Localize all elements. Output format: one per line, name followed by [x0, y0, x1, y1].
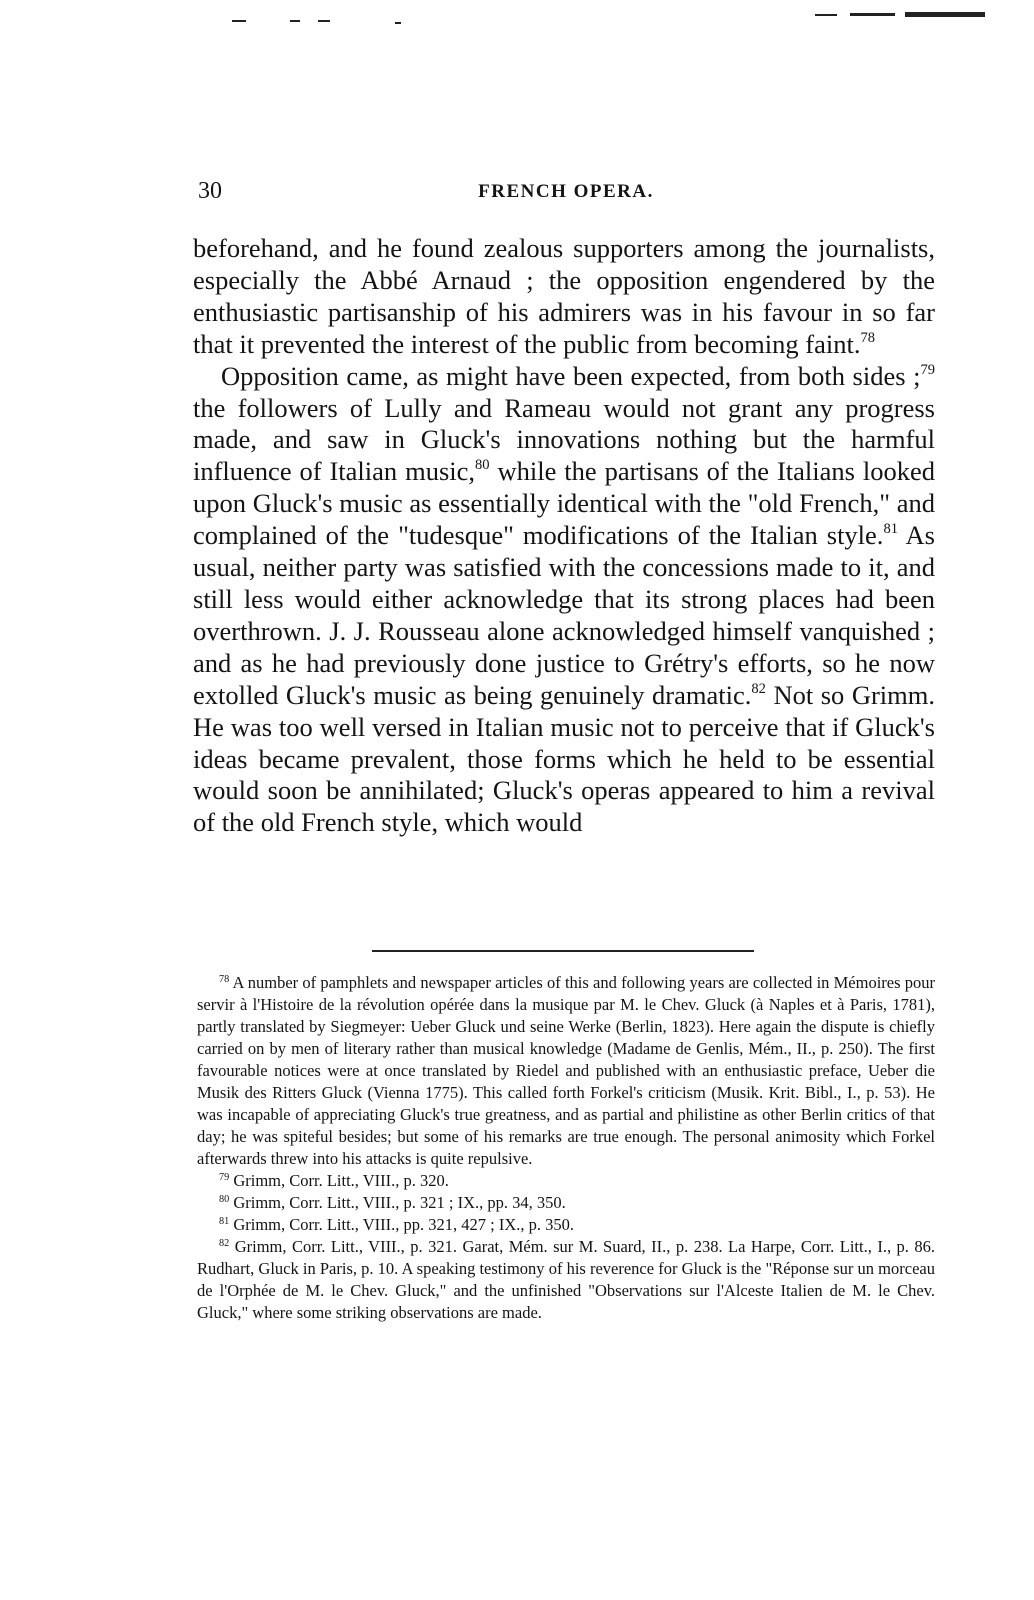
paragraph [193, 361, 935, 840]
footnote-ref: 82 [751, 680, 766, 697]
scan-mark [850, 13, 895, 16]
footnote-ref: 78 [860, 329, 876, 346]
scan-mark [905, 12, 985, 17]
page-number: 30 [198, 178, 222, 204]
footnote-mark: 82 [219, 1237, 230, 1249]
footnote [197, 1236, 935, 1324]
footnote-text: A number of pamphlets and newspaper articles of this and following years are collected in Mémoires pour servir à l'Histoire de la révolution opérée dans la musique par M. le Chev. Gluck (à Naples et à Paris, 1781), partly translated by Siegmeyer: Ueber Gluck und seine Werke (Berlin, 1823). Here again the dispute is chiefly carried on by men of literary rather than musical knowledge (Madame de Genlis, Mém., II., p. 250). The first favourable notices were at once translated by Riedel and published with an enthusiastic preface, Ueber die Musik des Ritters Gluck (Vienna 1775). This called forth Forkel's criticism (Musik. Krit. Bibl., I., p. 53). He was incapable of appreciating Gluck's true greatness, and as partial and philistine as other Berlin critics of that day; he was spiteful besides; but some of his remarks are true enough. The personal animosity which Forkel afterwards threw into his attacks is quite repulsive. [197, 973, 935, 1168]
footnote [197, 1192, 935, 1214]
footnote-mark: 80 [219, 1193, 230, 1205]
footnote-ref: 80 [475, 457, 490, 474]
footnote-text: Grimm, Corr. Litt., VIII., p. 321 ; IX., pp. 34, 350. [233, 1193, 566, 1212]
footnote [197, 1214, 935, 1236]
footnote-mark: 78 [219, 973, 230, 985]
text-run: Opposition came, as might have been expected, from both sides ; [221, 360, 921, 391]
footnote-ref: 79 [920, 361, 935, 378]
page-header [198, 178, 934, 208]
footnotes [197, 972, 935, 1324]
main-text [193, 233, 935, 839]
scan-mark [232, 20, 246, 22]
text-run: As usual, neither party was satisfied with the concessions made to it, and still less would either acknowledge that its strong places had been overthrown. J. J. Rousseau alone acknowledged himself vanquished ; and as he had previously done justice to Grétry's efforts, so he now extolled Gluck's music as being genuinely dramatic. [193, 520, 935, 710]
paragraph [193, 233, 935, 361]
footnote-text: Grimm, Corr. Litt., VIII., p. 320. [233, 1171, 449, 1190]
running-head: FRENCH OPERA. [478, 181, 654, 202]
text-run: Not so Grimm. He was too well versed in Italian music not to perceive that if Gluck's ideas became prevalent, those forms which he held to be essential would soon be annihilated; Gluck's operas appeared to him a revival of the old French style, which would [193, 679, 935, 838]
scan-mark [290, 20, 300, 22]
footnote-text: Grimm, Corr. Litt., VIII., p. 321. Garat, Mém. sur M. Suard, II., p. 238. La Harpe, Corr. Litt., I., p. 86. Rudhart, Gluck in Paris, p. 10. A speaking testimony of his reverence for Gluck is the "Réponse sur un morceau de l'Orphée de M. le Chev. Gluck," and the unfinished "Observations sur l'Alceste Italien de M. le Chev. Gluck," where some striking observations are made. [197, 1237, 936, 1322]
text-run: the followers of Lully and Rameau would not grant any progress made, and saw in Gluck's innovations nothing but the harmful influence of Italian music, [193, 392, 935, 487]
footnote [197, 972, 935, 1170]
text-run: while the partisans of the Italians looked upon Gluck's music as essentially identical with the "old French," and complained of the "tudesque" modifications of the Italian style. [193, 456, 935, 551]
footnote-mark: 79 [219, 1171, 230, 1183]
text-run: beforehand, and he found zealous supporters among the journalists, especially the Abbé Arnaud ; the opposition engendered by the enthusiastic partisanship of his admirers was in his favour in so far that it prevented the interest of the public from becoming faint. [193, 233, 935, 359]
scan-mark [395, 22, 401, 24]
footnote-divider [372, 950, 754, 952]
scan-mark [815, 14, 837, 16]
footnote-mark: 81 [219, 1215, 230, 1227]
scan-mark [318, 20, 330, 22]
footnote-text: Grimm, Corr. Litt., VIII., pp. 321, 427 ; IX., p. 350. [233, 1215, 575, 1234]
footnote-ref: 81 [883, 521, 898, 538]
footnote [197, 1170, 935, 1192]
